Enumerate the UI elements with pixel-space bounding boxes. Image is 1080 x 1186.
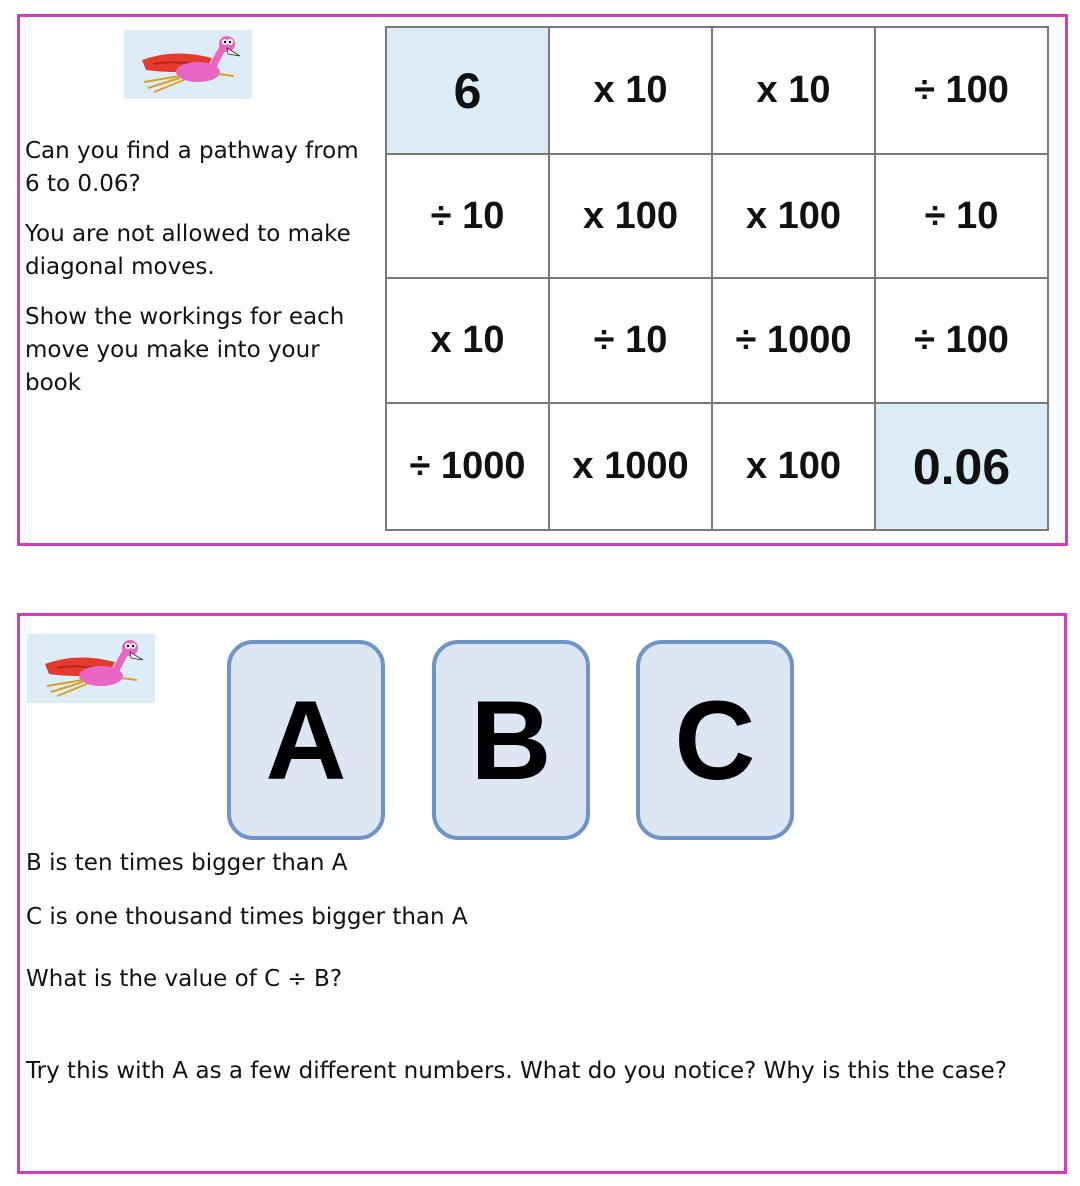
grid-cell-start: 6	[386, 27, 549, 154]
card-c: C	[636, 640, 794, 840]
grid-row	[386, 403, 1048, 530]
grid-row	[386, 154, 1048, 278]
card-a: A	[227, 640, 385, 840]
statement-c-vs-a: C is one thousand times bigger than A	[26, 904, 468, 930]
explore-prompt: Try this with A as a few different numbers. What do you notice? Why is this the case?	[26, 1058, 1008, 1084]
pathway-task-panel	[17, 14, 1068, 546]
grid-cell: ÷ 10	[875, 154, 1048, 278]
grid-cell: ÷ 100	[875, 27, 1048, 154]
grid-cell: ÷ 1000	[386, 403, 549, 530]
statement-b-vs-a: B is ten times bigger than A	[26, 850, 348, 876]
pathway-grid	[385, 26, 1049, 531]
grid-cell: x 100	[712, 154, 875, 278]
grid-cell: ÷ 1000	[712, 278, 875, 403]
grid-cell: x 100	[712, 403, 875, 530]
instruction-2: You are not allowed to make diagonal moves.	[25, 221, 351, 280]
flying-bird-mascot-icon	[124, 30, 252, 99]
grid-cell: ÷ 10	[386, 154, 549, 278]
grid-cell: x 1000	[549, 403, 712, 530]
grid-cell: x 10	[712, 27, 875, 154]
grid-cell: x 100	[549, 154, 712, 278]
grid-cell: x 10	[549, 27, 712, 154]
grid-cell: ÷ 100	[875, 278, 1048, 403]
pathway-instructions	[25, 135, 375, 417]
grid-cell: x 10	[386, 278, 549, 403]
flying-bird-mascot-icon	[27, 634, 155, 703]
instruction-3: Show the workings for each move you make into your book	[25, 304, 345, 396]
instruction-1: Can you find a pathway from 6 to 0.06?	[25, 138, 359, 197]
grid-cell-end: 0.06	[875, 403, 1048, 530]
grid-cell: ÷ 10	[549, 278, 712, 403]
abc-task-panel	[17, 613, 1067, 1174]
question-c-div-b: What is the value of C ÷ B?	[26, 966, 343, 992]
grid-row	[386, 278, 1048, 403]
grid-row	[386, 27, 1048, 154]
card-b: B	[432, 640, 590, 840]
